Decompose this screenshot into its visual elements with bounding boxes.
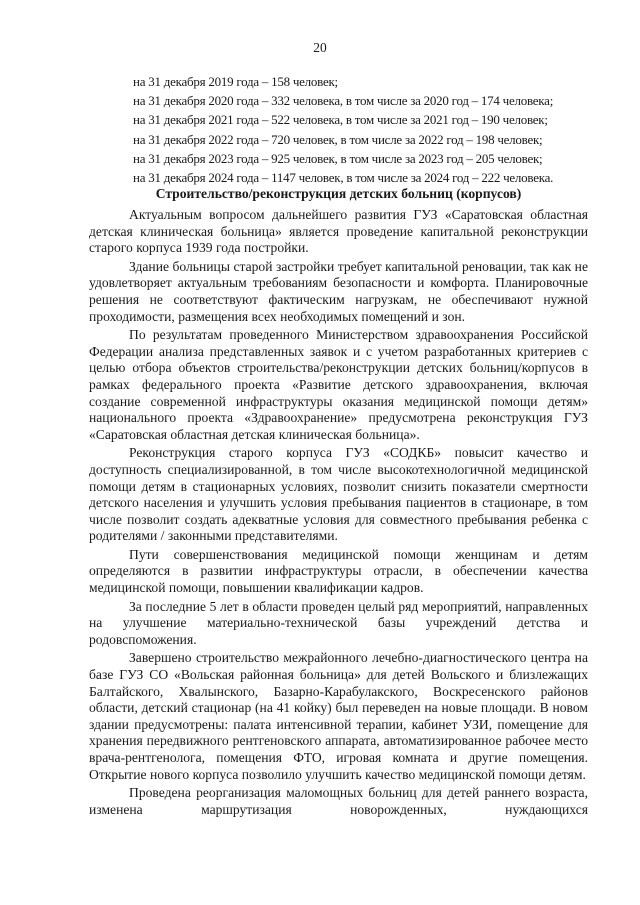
paragraph-reconstruction-benefits: Реконструкция старого корпуса ГУЗ «СОДКБ» повысит качество и доступность специализированной, в том числе высокотехнологичной медицинской помощи детям в стационарных условиях, позволит снизить показатели смертности детского населения и улучшить условия пребывания пациентов в стационаре, в том числе позволит создать адекватные условия для совместного пребывания ребенка с родителями / законными представителями. <box>89 445 588 544</box>
stat-line-2020: на 31 декабря 2020 года – 332 человека, в том числе за 2020 год – 174 человека; <box>133 93 554 109</box>
stat-line-2021: на 31 декабря 2021 года – 522 человека, в том числе за 2021 год – 190 человек; <box>133 112 548 128</box>
stat-line-2022: на 31 декабря 2022 года – 720 человек, в том числе за 2022 год – 198 человек; <box>133 131 543 147</box>
stat-line-2019: на 31 декабря 2019 года – 158 человек; <box>133 74 338 89</box>
paragraph-improvement-ways: Пути совершенствования медицинской помощи женщинам и детям определяются в развитии инфраструктуры отрасли, в обеспечении качества медицинской помощи, повышении квалификации кадров. <box>89 546 588 596</box>
page-number: 20 <box>313 40 327 55</box>
paragraph-last-five-years: За последние 5 лет в области проведен целый ряд мероприятий, направленных на улучшение материально-технической базы учреждений детства и родовспоможения. <box>89 598 588 647</box>
section-content <box>89 184 588 820</box>
paragraph-volsk-center: Завершено строительство межрайонного лечебно-диагностического центра на базе ГУЗ СО «Вольская районная больница» для детей Вольского и близлежащих Балтайского, Хвалынского, Базарно-Карабулакского, Воскресенского районов области, детский стационар (на 41 койку) был переведен на новые площади. В новом здании предусмотрены: палата интенсивной терапии, кабинет УЗИ, помещение для хранения передвижного рентгеновского аппарата, автоматизированное рабочее место врача-рентгенолога, помещения ФТО, игровая комната и другие помещения. Открытие нового корпуса позволило улучшить качество медицинской помощи детям. <box>89 650 588 782</box>
section-heading: Строительство/реконструкция детских больниц (корпусов) <box>155 186 522 201</box>
stat-line-2024: на 31 декабря 2024 года – 1147 человек, в том числе за 2024 год – 222 человека. <box>133 170 554 186</box>
statistics-list <box>133 72 603 187</box>
paragraph-reorganization: Проведена реорганизация маломощных больниц для детей раннего возраста, изменена маршрутизация новорожденных, нуждающихся <box>89 785 588 817</box>
paragraph-reconstruction-need: Актуальным вопросом дальнейшего развития ГУЗ «Саратовская областная детская клиническая больница» является проведение капитальной реконструкции старого корпуса 1939 года постройки. <box>89 207 588 256</box>
paragraph-ministry-selection: По результатам проведенного Министерством здравоохранения Российской Федерации анализа представленных заявок и с учетом разработанных критериев с целью отбора объектов строительства/реконструкции детских больниц/корпусов в рамках федерального проекта «Развитие детского здравоохранения, включая создание современной инфраструктуры оказания медицинской помощи детям» национального проекта «Здравоохранение» предусмотрена реконструкция ГУЗ «Саратовская областная детская клиническая больница». <box>89 327 588 442</box>
stat-line-2023: на 31 декабря 2023 года – 925 человек, в том числе за 2023 год – 205 человек; <box>133 150 543 166</box>
paragraph-building-condition: Здание больницы старой застройки требует капитальной реновации, так как не удовлетворяет актуальным требованиям безопасности и комфорта. Планировочные решения не соответствуют фактическим нагрузкам, не обеспечивают нужной проходимости, размещения всех необходимых помещений и зон. <box>89 258 588 324</box>
